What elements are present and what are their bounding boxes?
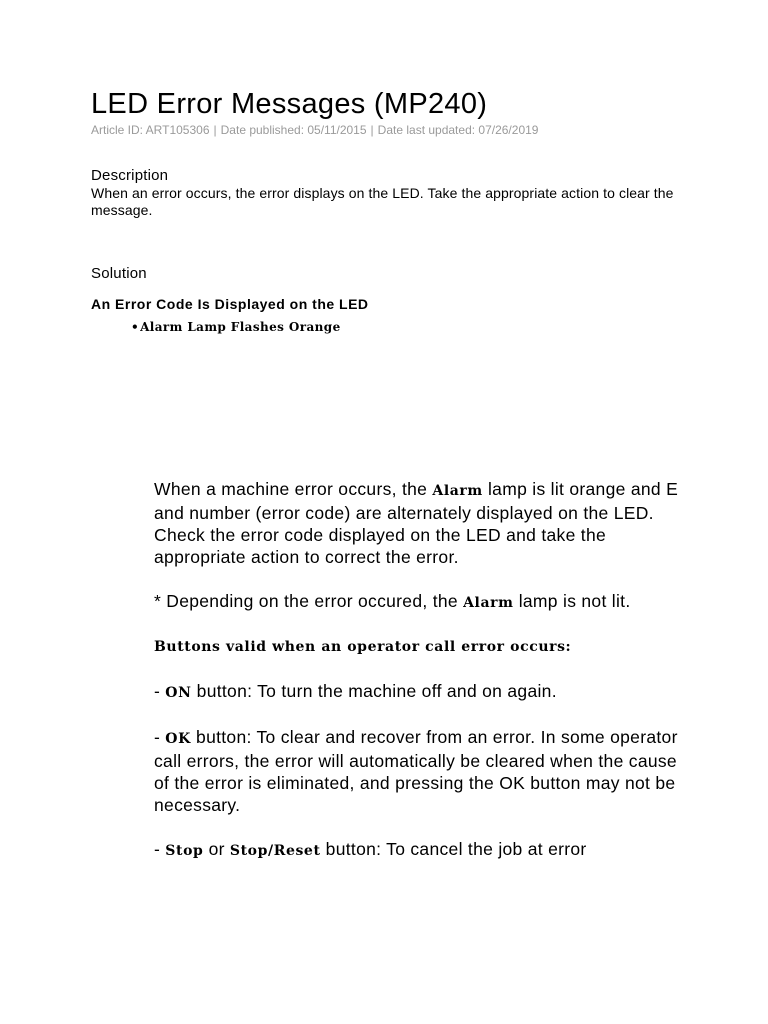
page-title: LED Error Messages (MP240) <box>91 88 488 120</box>
body-text: * Depending on the error occured, the <box>154 591 464 611</box>
body-text: or <box>203 839 230 859</box>
bullet-icon: • <box>131 320 140 334</box>
dash: - <box>154 681 166 701</box>
ok-button-item <box>154 726 694 816</box>
body-text: When a machine error occurs, the <box>154 479 433 499</box>
description-heading: Description <box>91 167 169 184</box>
alarm-lamp-label: Alarm <box>463 595 514 611</box>
body-paragraph-error <box>154 478 694 568</box>
article-id: Article ID: ART105306 <box>91 123 210 137</box>
solution-body <box>154 478 694 884</box>
meta-separator: | <box>213 123 217 137</box>
bullet-list-item <box>131 319 341 335</box>
stop-reset-button-label: Stop/Reset <box>229 843 321 859</box>
body-paragraph-note <box>154 590 694 614</box>
error-code-heading: An Error Code Is Displayed on the LED <box>91 296 369 312</box>
description-text: When an error occurs, the error displays on the LED. Take the appropriate action to clear the message. <box>91 185 674 218</box>
stop-button-item <box>154 838 694 862</box>
on-button-label: ON <box>165 685 192 701</box>
on-button-item <box>154 680 694 704</box>
solution-heading: Solution <box>91 265 147 282</box>
body-text: button: To clear and recover from an error. In some operator call errors, the error will automatically be cleared when the cause of the error is eliminated, and pressing the OK button may not be necessary. <box>154 727 678 815</box>
meta-separator: | <box>370 123 374 137</box>
body-text: button: To turn the machine off and on again. <box>191 681 557 701</box>
body-text: lamp is lit orange and E and number (error code) are alternately displayed on the LED. Check the error code displayed on the LED and take the appropriate action to correct the error. <box>154 479 679 567</box>
dash: - <box>154 839 166 859</box>
body-text: lamp is not lit. <box>513 591 631 611</box>
dash: - <box>154 727 166 747</box>
article-meta <box>91 122 538 138</box>
buttons-heading: Buttons valid when an operator call error occurs: <box>154 639 572 655</box>
bullet-item-label: Alarm Lamp Flashes Orange <box>140 320 341 334</box>
stop-button-label: Stop <box>165 843 204 859</box>
date-published: Date published: 05/11/2015 <box>220 123 367 137</box>
ok-button-label: OK <box>165 731 191 747</box>
body-text: button: To cancel the job at error <box>320 839 587 859</box>
date-last-updated: Date last updated: 07/26/2019 <box>377 123 539 137</box>
alarm-lamp-label: Alarm <box>432 483 483 499</box>
